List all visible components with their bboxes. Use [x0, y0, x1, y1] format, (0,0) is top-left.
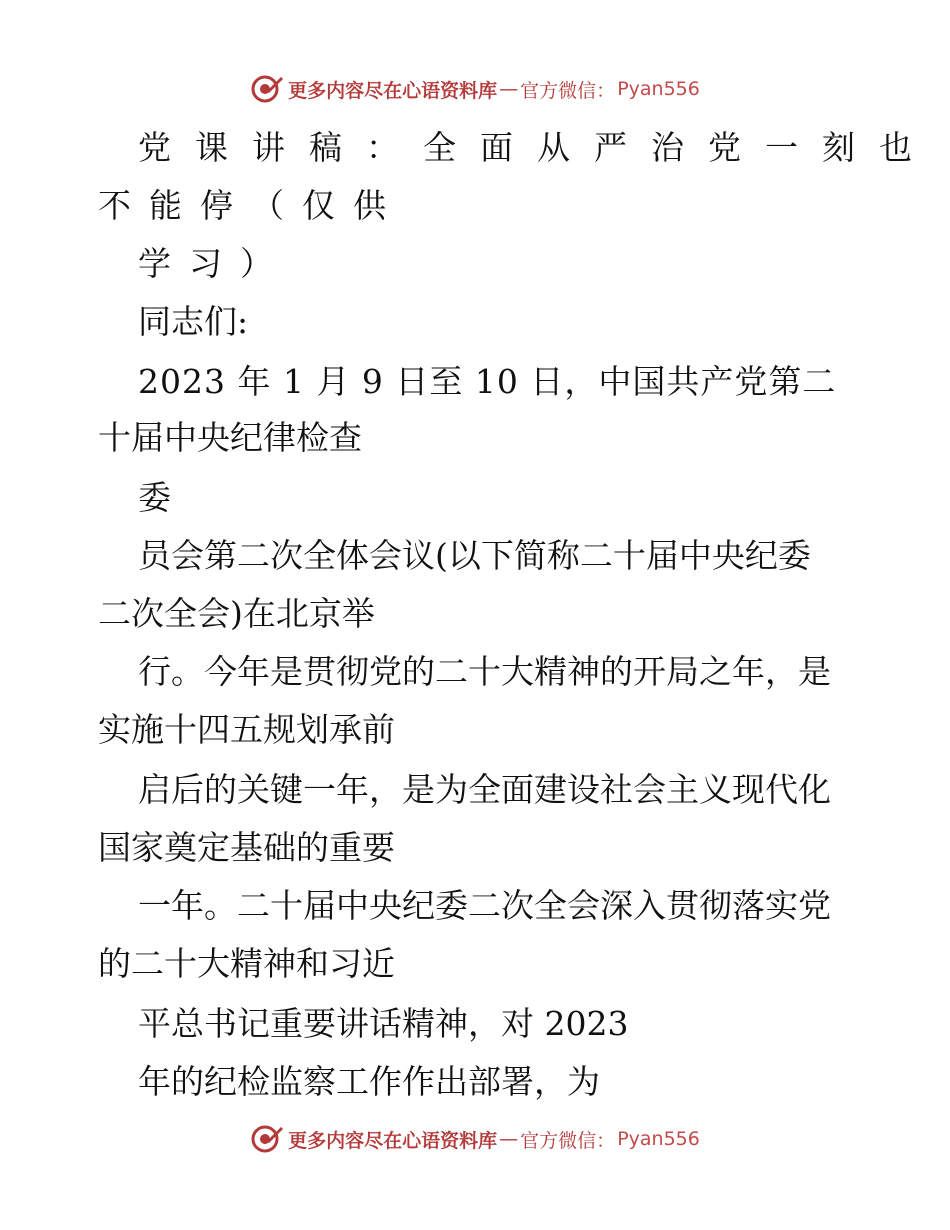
pen-logo-icon	[250, 74, 284, 104]
doc-title-line-2: 不能停（仅供	[98, 186, 404, 225]
watermark-site: 更多内容尽在心语资料库	[288, 79, 498, 102]
doc-title-line-1: 党课讲稿：全面从严治党一刻也	[138, 128, 936, 167]
doc-body-line: 十届中央纪律检查	[98, 418, 362, 457]
watermark-site: 更多内容尽在心语资料库	[288, 1129, 498, 1152]
header-watermark	[0, 74, 950, 104]
doc-body-line: 年的纪检监察工作作出部署，为	[138, 1062, 600, 1101]
doc-body-line: 二次全会)在北京举	[98, 594, 375, 633]
watermark-wechat-label: 官方微信：	[520, 79, 616, 102]
doc-body-line: 实施十四五规划承前	[98, 710, 395, 749]
doc-body-line: 行。今年是贯彻党的二十大精神的开局之年，是	[138, 652, 831, 691]
watermark-wechat-label: 官方微信：	[520, 1129, 616, 1152]
doc-body-line: 国家奠定基础的重要	[98, 828, 395, 867]
doc-body-line: 平总书记重要讲话精神，对 2023	[138, 1004, 629, 1043]
pen-logo-icon	[250, 1124, 284, 1154]
doc-body-line: 员会第二次全体会议(以下简称二十届中央纪委	[138, 536, 811, 575]
watermark-dash: —	[499, 1128, 519, 1150]
footer-watermark	[0, 1124, 950, 1154]
watermark-wechat-id: Pyan556	[617, 1128, 700, 1150]
doc-body-line: 委	[138, 478, 171, 517]
doc-salutation: 同志们:	[138, 302, 249, 341]
doc-body-line: 启后的关键一年，是为全面建设社会主义现代化	[138, 770, 831, 809]
doc-body-line: 的二十大精神和习近	[98, 944, 395, 983]
doc-body-line: 一年。二十届中央纪委二次全会深入贯彻落实党	[138, 886, 831, 925]
doc-title-line-3: 学习）	[138, 244, 291, 283]
watermark-wechat-id: Pyan556	[617, 78, 700, 100]
watermark-dash: —	[499, 78, 519, 100]
doc-body-line: 2023 年 1 月 9 日至 10 日，中国共产党第二	[138, 362, 837, 401]
